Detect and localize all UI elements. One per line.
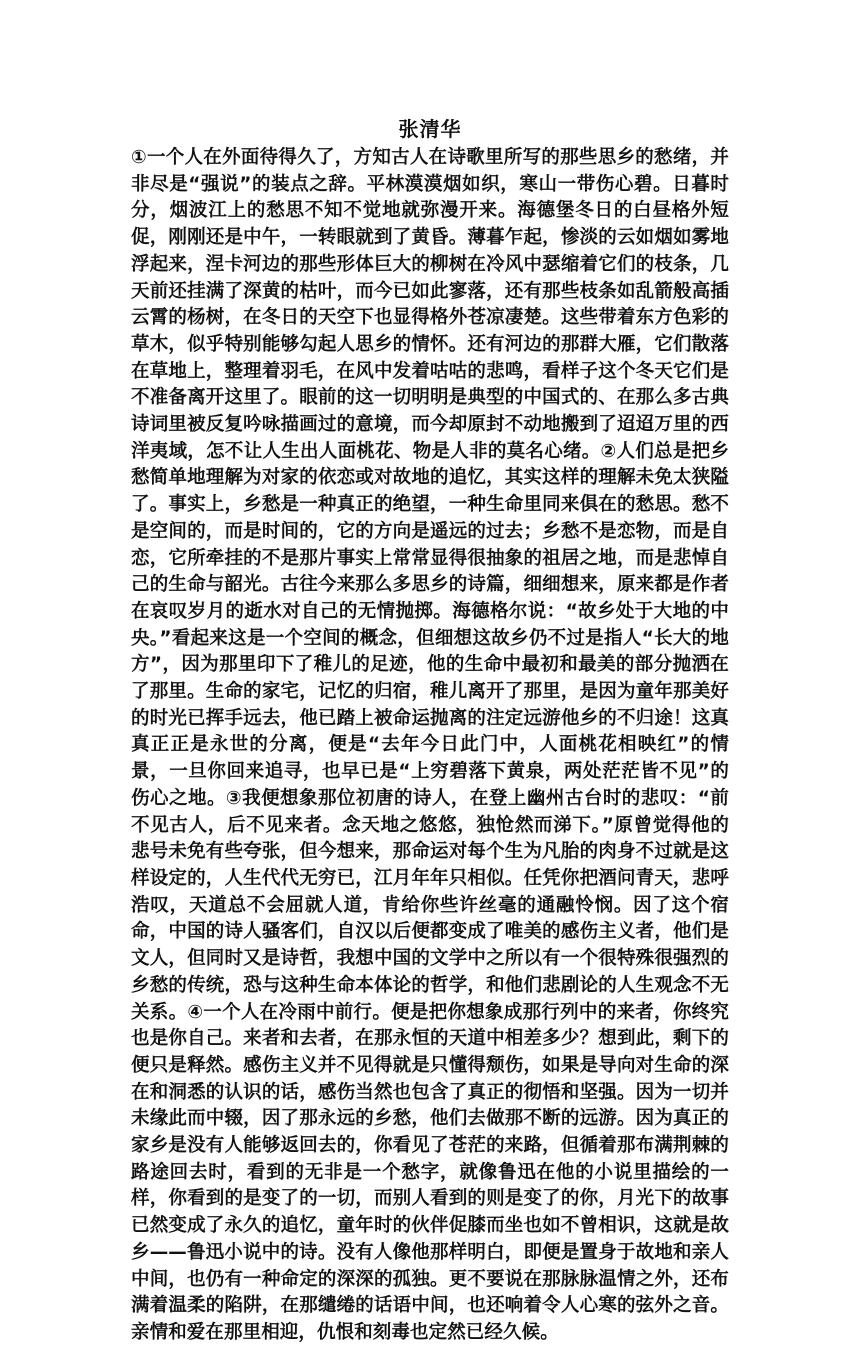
essay-body: ①一个人在外面待得久了，方知古人在诗歌里所写的那些思乡的愁绪，并非尽是“强说”的装点之辞。平林漠漠烟如织，寒山一带伤心碧。日暮时分，烟波江上的愁思不知不觉地就弥漫开来。海德堡冬日的白昼格外短促，刚刚还是中午，一转眼就到了黄昏。薄暮乍起，惨淡的云如烟如雾地浮起来，涅卡河边的那些形体巨大的柳树在冷风中瑟缩着它们的枝条，几天前还挂满了深黄的枯叶，而今已如此寥落，还有那些枝条如乱箭般高插云霄的杨树，在冬日的天空下也显得格外苍凉凄楚。这些带着东方色彩的草木，似乎特别能够勾起人思乡的情怀。还有河边的那群大雁，它们散落在草地上，整理着羽毛，在风中发着咕咕的悲鸣，看样子这个冬天它们是不准备离开这里了。眼前的这一切明明是典型的中国式的、在那么多古典诗词里被反复吟咏描画过的意境，而今却原封不动地搬到了迢迢万里的西洋夷域，怎不让人生出人面桃花、物是人非的莫名心绪。②人们总是把乡愁简单地理解为对家的依恋或对故地的追忆，其实这样的理解未免太狭隘了。事实上，乡愁是一种真正的绝望，一种生命里同来俱在的愁思。愁不是空间的，而是时间的，它的方向是遥远的过去；乡愁不是恋物，而是自恋，它所牵挂的不是那片事实上常常显得很抽象的祖居之地，而是悲悼自己的生命与韶光。古往今来那么多思乡的诗篇，细细想来，原来都是作者在哀叹岁月的逝水对自己的无情抛掷。海德格尔说：“故乡处于大地的中央。”看起来这是一个空间的概念，但细想这故乡仍不过是指人“长大的地方”，因为那里印下了稚儿的足迹，他的生命中最初和最美的部分抛洒在了那里。生命的家宅，记忆的归宿，稚儿离开了那里，是因为童年那美好的时光已挥手远去，他已踏上被命运抛离的注定远游他乡的不归途！这真真正正是永世的分离，便是“去年今日此门中，人面桃花相映红”的情景，一旦你回来追寻，也早已是“上穷碧落下黄泉，两处茫茫皆不见”的伤心之地。③我便想象那位初唐的诗人，在登上幽州古台时的悲叹：“前不见古人，后不见来者。念天地之悠悠，独怆然而涕下。”原曾觉得他的悲号未免有些夸张，但今想来，那命运对每个生为凡胎的肉身不过就是这样设定的，人生代代无穷已，江月年年只相似。任凭你把酒问青天，悲呼浩叹，天道总不会屈就人道，肯给你些许丝毫的通融怜悯。因了这个宿命，中国的诗人骚客们，自汉以后便都变成了唯美的感伤主义者，他们是文人，但同时又是诗哲，我想中国的文学中之所以有一个很特殊很强烈的乡愁的传统，恐与这种生命本体论的哲学，和他们悲剧论的人生观念不无关系。④一个人在冷雨中前行。便是把你想象成那行列中的来者，你终究也是你自己。来者和去者，在那永恒的天道中相差多少？想到此，剩下的便只是释然。感伤主义并不见得就是只懂得颓伤，如果是导向对生命的深在和洞悉的认识的话，感伤当然也包含了真正的彻悟和坚强。因为一切并未缘此而中辍，因了那永远的乡愁，他们去做那不断的远游。因为真正的家乡是没有人能够返回去的，你看见了苍茫的来路，但循着那布满荆棘的路途回去时，看到的无非是一个愁字，就像鲁迅在他的小说里描绘的一样，你看到的是变了的一切，而别人看到的则是变了的你，月光下的故事已然变成了永久的追忆，童年时的伙伴促膝而坐也如不曾相识，这就是故乡——鲁迅小说中的诗。没有人像他那样明白，即便是置身于故地和亲人中间，也仍有一种命定的深深的孤独。更不要说在那脉脉温情之外，还布满着温柔的陷阱，在那缱绻的话语中间，也还响着令人心寒的弦外之音。亲情和爱在那里相迎，仇恨和刻毒也定然已经久候。 xyxy=(131,147,729,1343)
author-name: 张清华 xyxy=(398,117,462,141)
